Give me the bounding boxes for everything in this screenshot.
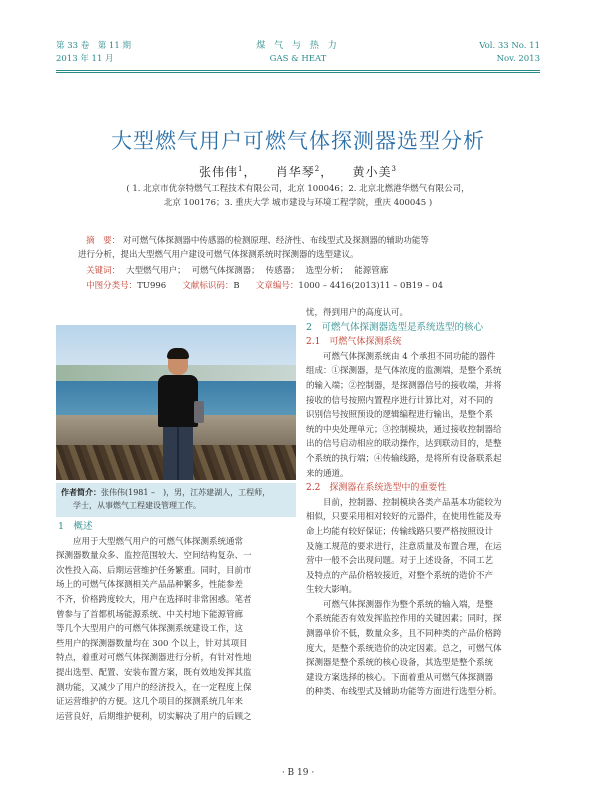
paragraph-line: 识别信号按照预设的逻辑编程进行输出，是整个系 [306,410,494,421]
volume-issue-en: Vol. 33 No. 11 [479,41,540,51]
author-2: 肖华琴 [275,165,315,179]
author-3: 黄小美 [352,165,392,179]
publication-date-en: Nov. 2013 [496,54,540,64]
affiliation-line-2: 北京 100176；3. 重庆大学 城市建设与环境工程学院，重庆 400045 ) [163,198,433,208]
author-3-mark: 3 [391,165,397,173]
section-1-heading: 1 概述 [58,521,93,532]
paragraph-line: 来的通道。 [306,468,349,479]
page-number: · B 19 · [281,768,315,778]
journal-name-en: GAS & HEAT [269,54,327,64]
keywords-label: 关键词： [86,266,121,276]
keyword-2: 可燃气体探测器； [191,266,260,276]
paragraph-line: 度大，是整个系统造价的决定因素。总之，可燃气体 [306,643,502,654]
header-rule-bottom [56,72,540,73]
paragraph-line: 营中一般不会出现问题。对于上述设备，不同工艺 [306,556,494,567]
keyword-1: 大型燃气用户； [126,266,186,276]
paragraph-line: 的种类、布线型式及辅助功能等方面进行选型分析。 [306,687,502,698]
paragraph-line: 建设方案选择的核心。下面着重从可燃气体探测器 [306,672,494,683]
classification-line [78,279,520,293]
abstract [78,234,520,262]
paragraph-line: 不齐，价格跨度较大，用户在选择时非常困惑。笔者 [56,594,252,605]
abstract-line-1: 对可燃气体探测器中传感器的检测原理、经济性、布线型式及探测器的辅助功能等 [122,236,429,246]
paragraph-line: 个系统能否有效发挥监控作用的关键因素；同时，探 [306,614,502,625]
paragraph-line: 生较大影响。 [306,585,358,596]
author-1: 张伟伟 [199,165,239,179]
affiliation-line-1: ( 1. 北京市优奈特燃气工程技术有限公司，北京 100046；2. 北京北燃港华燃气有限公司， [126,184,470,194]
keyword-4: 选型分析； [305,266,349,276]
paragraph-line: 测器单价不低，数量众多，且不同种类的产品价格跨 [306,629,502,640]
paragraph-line: 个系统的执行端；④传输线路，是将所有设备联系起 [306,453,502,464]
paragraph-line: 出的信号启动相应的联动操作，达到联动目的，是整 [306,439,502,450]
author-line: 张伟伟$^1$， 肖华琴$^2$， 黄小美$^3$ [199,165,397,179]
volume-issue: 第 33 卷 第 11 期 [56,41,131,51]
subsection-2-1-heading: 2.1 可燃气体探测系统 [306,337,402,348]
article-title: 大型燃气用户可燃气体探测器选型分析 [111,129,485,153]
subsection-2-2-heading: 2.2 探测器在系统选型中的重要性 [306,483,447,494]
paragraph-line: 可燃气体探测系统由 4 个承担不同功能的器件 [323,351,496,362]
author-figure [154,343,202,480]
abstract-line-2: 进行分析，提出大型燃气用户建设可燃气体探测系统时探测器的选型建议。 [78,250,359,260]
paragraph-line: 相似，只要采用相对较好的元器件，在使用性能及寿 [306,512,502,523]
keywords [78,264,520,278]
paragraph-line: 探测器数量众多、监控范围较大、空间结构复杂、一 [56,551,252,562]
left-column [56,520,296,724]
paragraph-line: 忧，得到用户的高度认可。 [306,308,409,318]
author-bio-label: 作者简介： [61,487,101,497]
clc-value: TU996 [137,281,167,291]
section-2-heading: 2 可燃气体探测器选型是系统选型的核心 [306,321,484,333]
journal-name-zh: 煤 气 与 热 力 [256,41,340,51]
journal-volume-info-en [479,40,540,66]
publication-date: 2013 年 11 月 [56,54,114,64]
paragraph-line: 统的中央处理单元；③控制模块，通过接收控制器给 [306,424,502,435]
paragraph-line: 证运营维护的方便。这几个项目的探测系统几年来 [56,697,244,708]
paragraph-line: 命上均能有较好保证；传输线路只要严格按照设计 [306,526,494,537]
paragraph-line: 探测器是整个系统的核心设备，其选型是整个系统 [306,658,494,669]
author-bio-caption [56,483,296,517]
author-bio-line-1: 张伟伟(1981 – )，男，江苏建湖人，工程师， [101,488,271,497]
keyword-5: 能源管廊 [354,266,389,276]
paragraph-line: 的输入端；②控制器，是探测器信号的接收端，并将 [306,380,502,391]
author-photo [56,325,296,480]
paragraph-line: 提出选型、配置、安装布置方案，既有效地发挥其监 [56,667,252,678]
paragraph-line: 可燃气体探测器作为整个系统的输入端，是整 [323,599,494,610]
paragraph-line: 运营良好，后期维护便利，切实解决了用户的后顾之 [56,711,252,722]
paragraph-line: 应用于大型燃气用户的可燃气体探测系统通常 [73,536,244,547]
paragraph-line: 及施工规范的要求进行，注意质量及布置合理，在运 [306,541,502,552]
paragraph-line: 次性投入高、后期运营维护任务繁重。同时，目前市 [56,565,252,576]
paragraph-line: 特点，着重对可燃气体探测器进行分析，有针对性地 [56,653,252,664]
right-column [306,306,540,700]
author-bio-line-2: 学士，从事燃气工程建设管理工作。 [73,501,201,510]
clc-label: 中图分类号： [86,281,138,291]
author-2-mark: 2 [314,165,321,173]
paragraph-line: 组成：①探测器，是气体浓度的监测端，是整个系统 [306,366,502,377]
paragraph-line: 目前，控制器、控制模块各类产品基本功能较为 [323,497,502,508]
article-no-label: 文章编号： [255,281,299,291]
keyword-3: 传感器； [265,266,300,276]
doc-code-label: 文献标识码： [182,281,234,291]
paragraph-line: 场上的可燃气体探测相关产品品种繁多，性能参差 [56,580,244,591]
paragraph-line: 接收的信号按照内置程序进行计算比对，对不同的 [306,395,494,406]
paragraph-line: 曾参与了首都机场能源系统、中关村地下能源管廊 [56,609,244,620]
doc-code-value: B [233,281,240,291]
article-no-value: 1000 – 4416(2013)11 – 0B19 – 04 [298,281,443,291]
paragraph-line: 些用户的探测器数量均在 300 个以上，针对其项目 [56,638,248,649]
paragraph-line: 等几个大型用户的可燃气体探测系统建设工作，这 [56,624,244,635]
paragraph-line: 及特点的产品价格较接近，对整个系统的造价不产 [306,570,494,581]
author-1-mark: 1 [238,165,244,173]
paragraph-line: 测功能，又减少了用户的经济投入，在一定程度上保 [56,682,252,693]
header-rule-top [56,70,540,71]
abstract-label: 摘 要： [86,236,121,246]
